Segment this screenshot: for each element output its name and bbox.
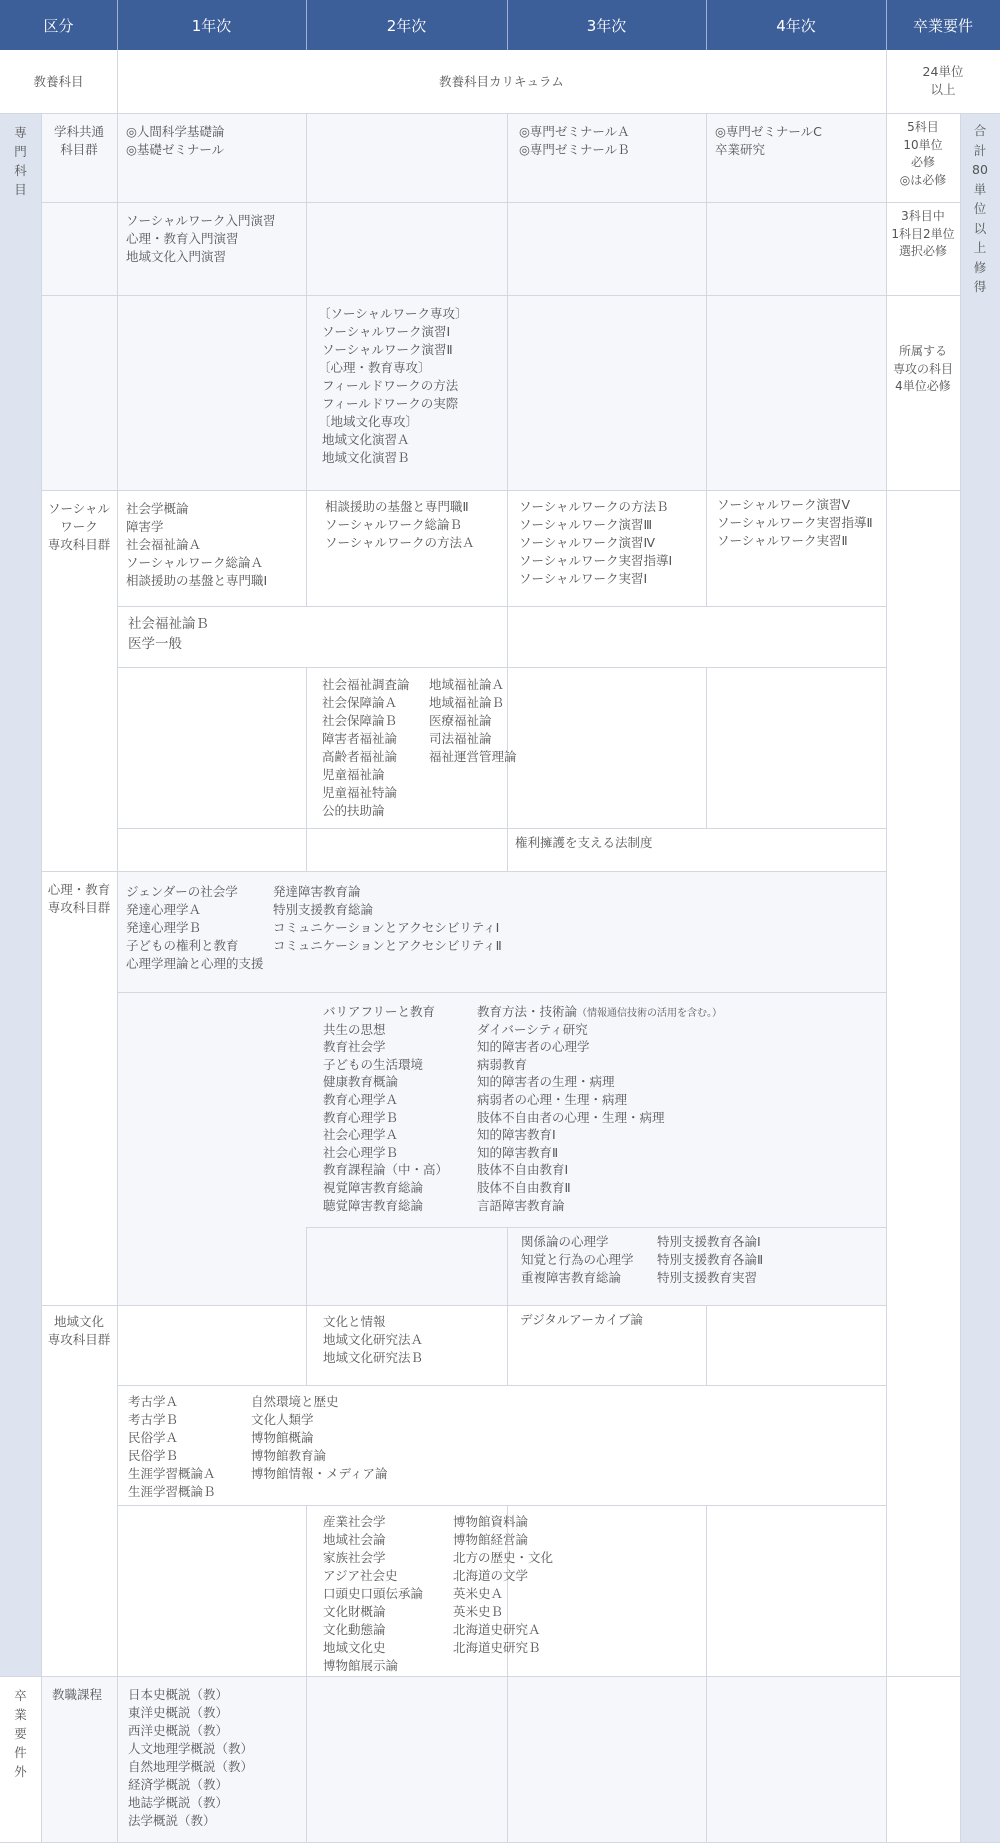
kyoyo-requirement: 24単位 以上 [922,64,964,97]
intro-year1: ソーシャルワーク入門演習 心理・教育入門演習 地域文化入門演習 [126,213,276,264]
grid-line [117,1505,886,1506]
regional-row3-col1: 産業社会学 地域社会論 家族社会学 アジア社会史 口頭史口頭伝承論 文化財概論 文化動態論 地域文化史 博物館展示論 [323,1514,424,1673]
psych-row1-col2: 発達障害教育論 特別支援教育総論 コミュニケーションとアクセシビリティⅠ コミュニケーションとアクセシビリティⅡ [273,884,502,953]
grid-line [306,1227,307,1305]
common-requirement: 5科目 10単位 必修 ◎は必修 [899,120,947,187]
header-year3: 3年次 [507,0,706,50]
header-divider [886,0,887,50]
header-year1: 1年次 [117,0,306,50]
grid-line [117,1385,886,1386]
psych-row2-col1: バリアフリーと教育 共生の思想 教育社会学 子どもの生活環境 健康教育概論 教育心理学Ａ 教育心理学Ｂ 社会心理学Ａ 社会心理学Ｂ 教育課程論（中・高） 視覚障害教育総論 聴覚障害教育総論 [323,1004,449,1213]
kyoyo-curriculum: 教養科目カリキュラム [439,74,564,89]
extra-label: 卒 業 要 件 外 [14,1688,27,1779]
header-year4: 4年次 [706,0,886,50]
psych-row2-col2-rest: ダイバーシティ研究 知的障害者の心理学 病弱教育 知的障害者の生理・病理 病弱者の心理・生理・病理 肢体不自由者の心理・生理・病理 知的障害教育Ⅰ 知的障害教育Ⅱ 肢体不自由教育Ⅰ 肢体不自由教育Ⅱ 言語障害教育論 [477,1021,665,1213]
total-requirement-bg [960,113,1000,1843]
grid-line [706,1305,707,1385]
header-divider [117,0,118,50]
header-divider [306,0,307,50]
intro-requirement: 3科目中 1科目2単位 選択必修 [891,209,955,258]
header-divider [507,0,508,50]
grid-line [706,1505,707,1843]
psych-row2-col2-title: 教育方法・技術論 [477,1004,578,1019]
total-requirement: 合 計 80 単 位 以 上 修 得 [972,123,988,294]
grid-line [0,1676,960,1677]
grid-line [306,667,307,871]
social-row3-col2: 地域福祉論Ａ 地域福祉論Ｂ 医療福祉論 司法福祉論 福祉運営管理論 [429,677,517,764]
psych-row3-col1: 関係論の心理学 知覚と行為の心理学 重複障害教育総論 [521,1234,634,1285]
common-year3: ◎専門ゼミナールＡ ◎専門ゼミナールＢ [519,124,630,157]
psych-row3-col2: 特別支援教育各論Ⅰ 特別支援教育各論Ⅱ 特別支援教育実習 [657,1234,764,1285]
header-year2: 2年次 [306,0,507,50]
grid-line [117,606,886,607]
social-year2: 相談援助の基盤と専門職Ⅱ ソーシャルワーク総論Ｂ ソーシャルワークの方法Ａ [325,499,475,550]
grid-line [41,113,42,1843]
social-year4: ソーシャルワーク演習Ⅴ ソーシャルワーク実習指導Ⅱ ソーシャルワーク実習Ⅱ [717,497,873,548]
regional-row1-year3: デジタルアーカイブ論 [520,1312,643,1327]
regional-row2-col2: 自然環境と歴史 文化人類学 博物館概論 博物館教育論 博物館情報・メディア論 [251,1394,388,1481]
extra-year1: 日本史概説（教） 東洋史概説（教） 西洋史概説（教） 人文地理学概説（教） 自然地理学概説（教） 経済学概説（教） 地誌学概説（教） 法学概説（教） [128,1687,254,1828]
regional-row1-year2: 文化と情報 地域文化研究法Ａ 地域文化研究法Ｂ [323,1314,424,1365]
grid-line [507,1227,508,1385]
grid-line [117,828,886,829]
social-year3: ソーシャルワークの方法Ｂ ソーシャルワーク演習Ⅲ ソーシャルワーク演習Ⅳ ソーシャルワーク実習指導Ⅰ ソーシャルワーク実習Ⅰ [519,499,673,586]
grid-line [117,50,118,1843]
senmon-label: 専 門 科 目 [14,125,27,197]
grid-line [41,202,960,203]
grid-line [0,113,1000,114]
common-year4: ◎専門ゼミナールC 卒業研究 [715,124,822,157]
grid-line [960,113,961,1843]
common-label: 学科共通 科目群 [53,124,104,157]
social-year1: 社会学概論 障害学 社会福祉論Ａ ソーシャルワーク総論Ａ 相談援助の基盤と専門職Ⅰ [126,501,268,588]
seminar-requirement: 所属する 専攻の科目 4単位必修 [892,344,953,393]
common-year1: ◎人間科学基礎論 ◎基礎ゼミナール [126,124,225,157]
social-row4: 権利擁護を支える法制度 [515,835,653,850]
grid-line [306,1227,886,1228]
grid-line [306,1505,307,1843]
grid-line [41,295,960,296]
social-row2: 社会福祉論Ｂ 医学一般 [128,616,209,652]
psych-label: 心理・教育 専攻科目群 [47,882,111,915]
grid-line [706,667,707,828]
grid-line [41,871,886,872]
header-kubun: 区分 [0,0,117,50]
header-divider [706,0,707,50]
extra-sub-label: 教職課程 [52,1687,103,1702]
grid-line [706,113,707,606]
regional-row3-col2: 博物館資料論 博物館経営論 北方の歴史・文化 北海道の文学 英米史Ａ 英米史Ｂ 北海道史研究Ａ 北海道史研究Ｂ [453,1514,554,1655]
kyoyo-label: 教養科目 [33,74,84,89]
grid-line [306,1305,307,1385]
grid-line [117,667,886,668]
grid-line [41,1305,886,1306]
grid-line [41,490,960,491]
regional-label: 地域文化 専攻科目群 [47,1314,111,1347]
seminar-year2: 〔ソーシャルワーク専攻〕 ソーシャルワーク演習Ⅰ ソーシャルワーク演習Ⅱ 〔心理・教育専攻〕 フィールドワークの方法 フィールドワークの実際 〔地域文化専攻〕 地域文化演習Ａ 地域文化演習Ｂ [318,306,468,465]
social-row3-col1: 社会福祉調査論 社会保障論Ａ 社会保障論Ｂ 障害者福祉論 高齢者福祉論 児童福祉論 児童福祉特論 公的扶助論 [322,677,410,818]
grid-line [117,992,886,993]
psych-row1-col1: ジェンダーの社会学 発達心理学Ａ 発達心理学Ｂ 子どもの権利と教育 心理学理論と心理的支援 [126,884,264,971]
grid-line [886,50,887,1843]
senmon-label-bg [0,113,41,1676]
regional-row2-col1: 考古学Ａ 考古学Ｂ 民俗学Ａ 民俗学Ｂ 生涯学習概論Ａ 生涯学習概論Ｂ [128,1394,216,1499]
grid-line [306,113,307,606]
social-label: ソーシャル ワーク 専攻科目群 [47,501,111,552]
psych-row2-col2-note: （情報通信技術の活用を含む。） [577,1008,723,1019]
header-requirement: 卒業要件 [886,0,1000,50]
